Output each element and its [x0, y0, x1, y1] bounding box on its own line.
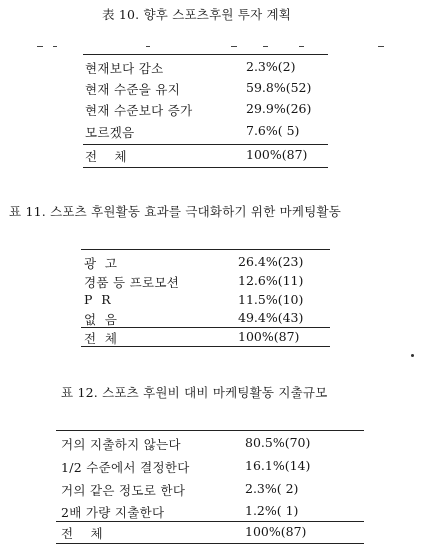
table-10-bottom-rule — [83, 167, 328, 168]
row-label: 거의 같은 정도로 한다 — [61, 483, 186, 498]
row-value: 12.6%(11) — [238, 273, 304, 288]
row-label: 경품 등 프로모션 — [84, 275, 180, 290]
row-value: 100%(87) — [245, 524, 307, 539]
table-12-total-rule — [56, 521, 364, 522]
row-value: 80.5%(70) — [245, 435, 311, 450]
row-label: 현재 수준보다 증가 — [85, 103, 193, 118]
row-value: 59.8%(52) — [246, 80, 312, 95]
row-value: 7.6%( 5) — [246, 123, 300, 138]
row-value: 29.9%(26) — [246, 101, 312, 116]
table-12-bottom-rule — [56, 543, 364, 544]
scan-artifact-dash — [146, 46, 150, 47]
table-12-title: 표 12. 스포츠 후원비 대비 마케팅활동 지출규모 — [61, 385, 328, 400]
table-11-title: 표 11. 스포츠 후원활동 효과를 극대화하기 위한 마케팅활동 — [9, 204, 342, 219]
row-label: 전 체 — [61, 526, 103, 541]
row-value: 2.3%(2) — [246, 59, 296, 74]
row-label: 전 체 — [84, 331, 118, 346]
row-value: 16.1%(14) — [245, 458, 311, 473]
table-10-top-rule — [83, 54, 328, 55]
row-label: 없 음 — [84, 312, 118, 327]
table-11-bottom-rule — [81, 346, 330, 347]
row-label: 1/2 수준에서 결정한다 — [61, 460, 190, 475]
row-value: 100%(87) — [238, 329, 300, 344]
table-12-top-rule — [56, 430, 364, 431]
row-label: 현재 수준을 유지 — [85, 82, 181, 97]
scan-artifact-dash — [263, 46, 268, 47]
row-value: 49.4%(43) — [238, 310, 304, 325]
table-11-top-rule — [81, 249, 330, 250]
row-label: 전 체 — [85, 149, 127, 164]
row-value: 100%(87) — [246, 147, 308, 162]
row-value: 11.5%(10) — [238, 292, 304, 307]
table-10-total-rule — [83, 144, 328, 145]
row-label: 현재보다 감소 — [85, 61, 164, 76]
table-10-title: 表 10. 향후 스포츠후원 투자 계획 — [102, 7, 292, 22]
scan-artifact-dash — [37, 46, 43, 47]
table-11-total-rule — [81, 327, 330, 328]
row-value: 2.3%( 2) — [245, 481, 299, 496]
scan-artifact-dash — [378, 46, 384, 47]
row-value: 1.2%( 1) — [245, 503, 299, 518]
row-value: 26.4%(23) — [238, 254, 304, 269]
scan-artifact-dash — [299, 46, 304, 47]
scan-artifact-dot — [411, 354, 414, 357]
row-label: 모르겠음 — [85, 125, 135, 140]
scan-artifact-dash — [53, 46, 57, 47]
scan-artifact-dash — [231, 46, 237, 47]
row-label: 광 고 — [84, 256, 118, 271]
row-label: P R — [84, 292, 111, 307]
row-label: 2배 가량 지출한다 — [61, 505, 165, 520]
row-label: 거의 지출하지 않는다 — [61, 437, 181, 452]
